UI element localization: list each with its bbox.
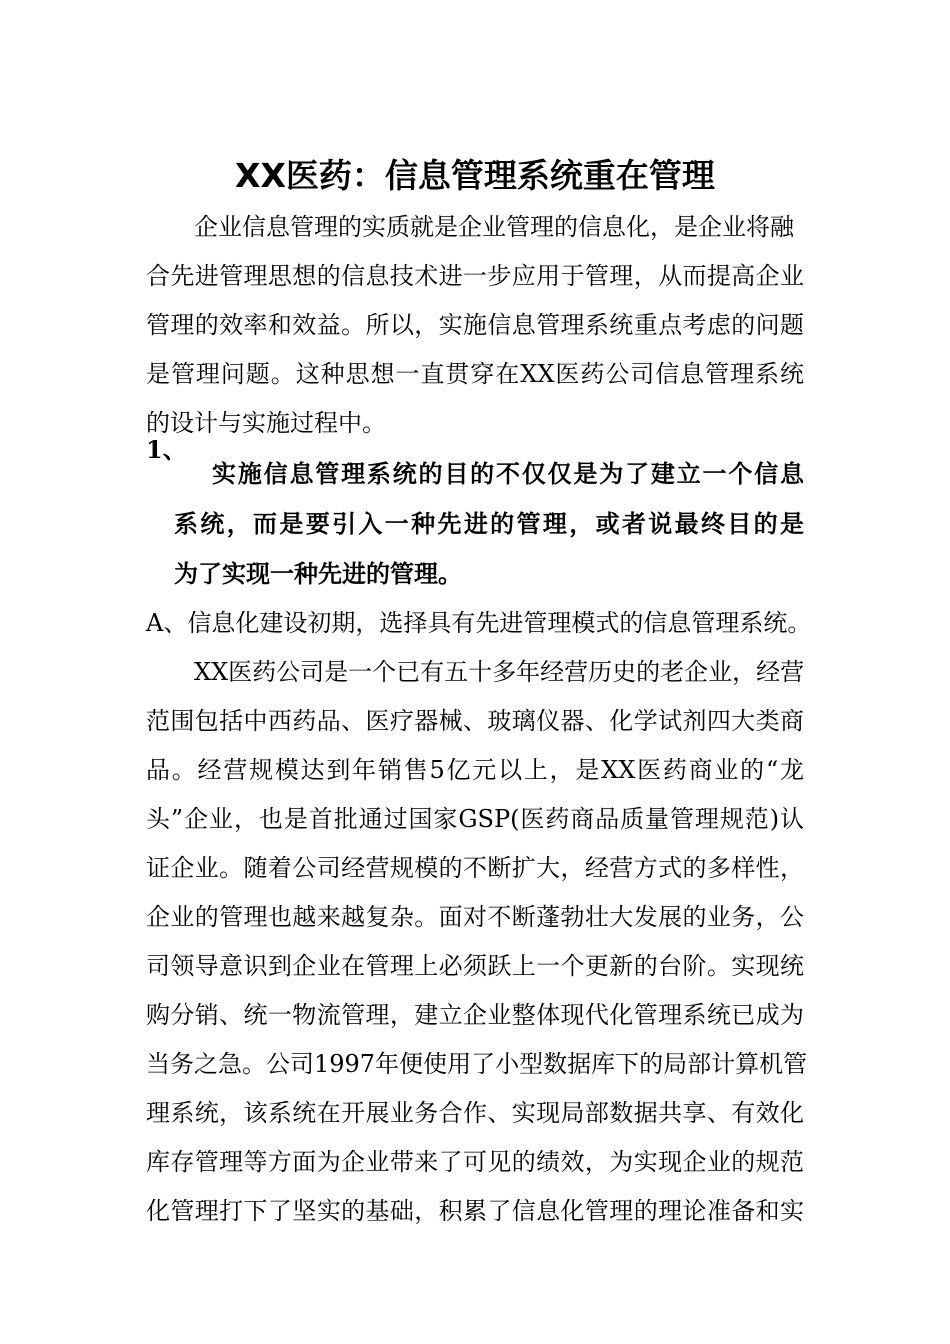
subsection-a-line-11: 库存管理等方面为企业带来了可见的绩效，为实现企业的规范 bbox=[146, 1148, 804, 1176]
subsection-a-line-9: 当务之急。公司1997年便使用了小型数据库下的局部计算机管 bbox=[146, 1050, 808, 1078]
intro-line-4: 是管理问题。这种思想一直贯穿在XX医药公司信息管理系统 bbox=[146, 360, 804, 388]
subsection-a-line-10: 理系统，该系统在开展业务合作、实现局部数据共享、有效化 bbox=[146, 1099, 804, 1127]
subsection-a-line-5: 证企业。随着公司经营规模的不断扩大，经营方式的多样性， bbox=[146, 854, 804, 882]
subsection-a-line-4: 头”企业，也是首批通过国家GSP(医药商品质量管理规范)认 bbox=[146, 805, 804, 833]
subsection-a-line-7: 司领导意识到企业在管理上必须跃上一个更新的台阶。实现统 bbox=[146, 952, 804, 980]
subsection-a-line-2: 范围包括中西药品、医疗器械、玻璃仪器、化学试剂四大类商 bbox=[146, 707, 804, 735]
intro-line-1: 企业信息管理的实质就是企业管理的信息化，是企业将融 bbox=[194, 213, 794, 241]
document-title: XX医药：信息管理系统重在管理 bbox=[235, 156, 715, 196]
subsection-a-line-12: 化管理打下了坚实的基础，积累了信息化管理的理论准备和实 bbox=[146, 1197, 804, 1225]
section-1-heading-line-3: 为了实现一种先进的管理。 bbox=[174, 559, 462, 588]
intro-line-5: 的设计与实施过程中。 bbox=[146, 409, 386, 437]
subsection-a-line-1: XX医药公司是一个已有五十多年经营历史的老企业，经营 bbox=[194, 658, 805, 686]
section-1-heading-line-2: 系统，而是要引入一种先进的管理，或者说最终目的是 bbox=[174, 509, 804, 538]
subsection-a-line-8: 购分销、统一物流管理，建立企业整体现代化管理系统已成为 bbox=[146, 1001, 804, 1029]
section-1-heading-line-1: 实施信息管理系统的目的不仅仅是为了建立一个信息 bbox=[212, 459, 804, 488]
subsection-a-heading: A、信息化建设初期，选择具有先进管理模式的信息管理系统。 bbox=[146, 609, 812, 637]
subsection-a-line-6: 企业的管理也越来越复杂。面对不断蓬勃壮大发展的业务，公 bbox=[146, 903, 804, 931]
subsection-a-line-3: 品。经营规模达到年销售5亿元以上，是XX医药商业的“龙 bbox=[146, 756, 804, 784]
section-1-number: 1、 bbox=[146, 435, 187, 464]
intro-line-2: 合先进管理思想的信息技术进一步应用于管理，从而提高企业 bbox=[146, 262, 804, 290]
intro-line-3: 管理的效率和效益。所以，实施信息管理系统重点考虑的问题 bbox=[146, 311, 804, 339]
